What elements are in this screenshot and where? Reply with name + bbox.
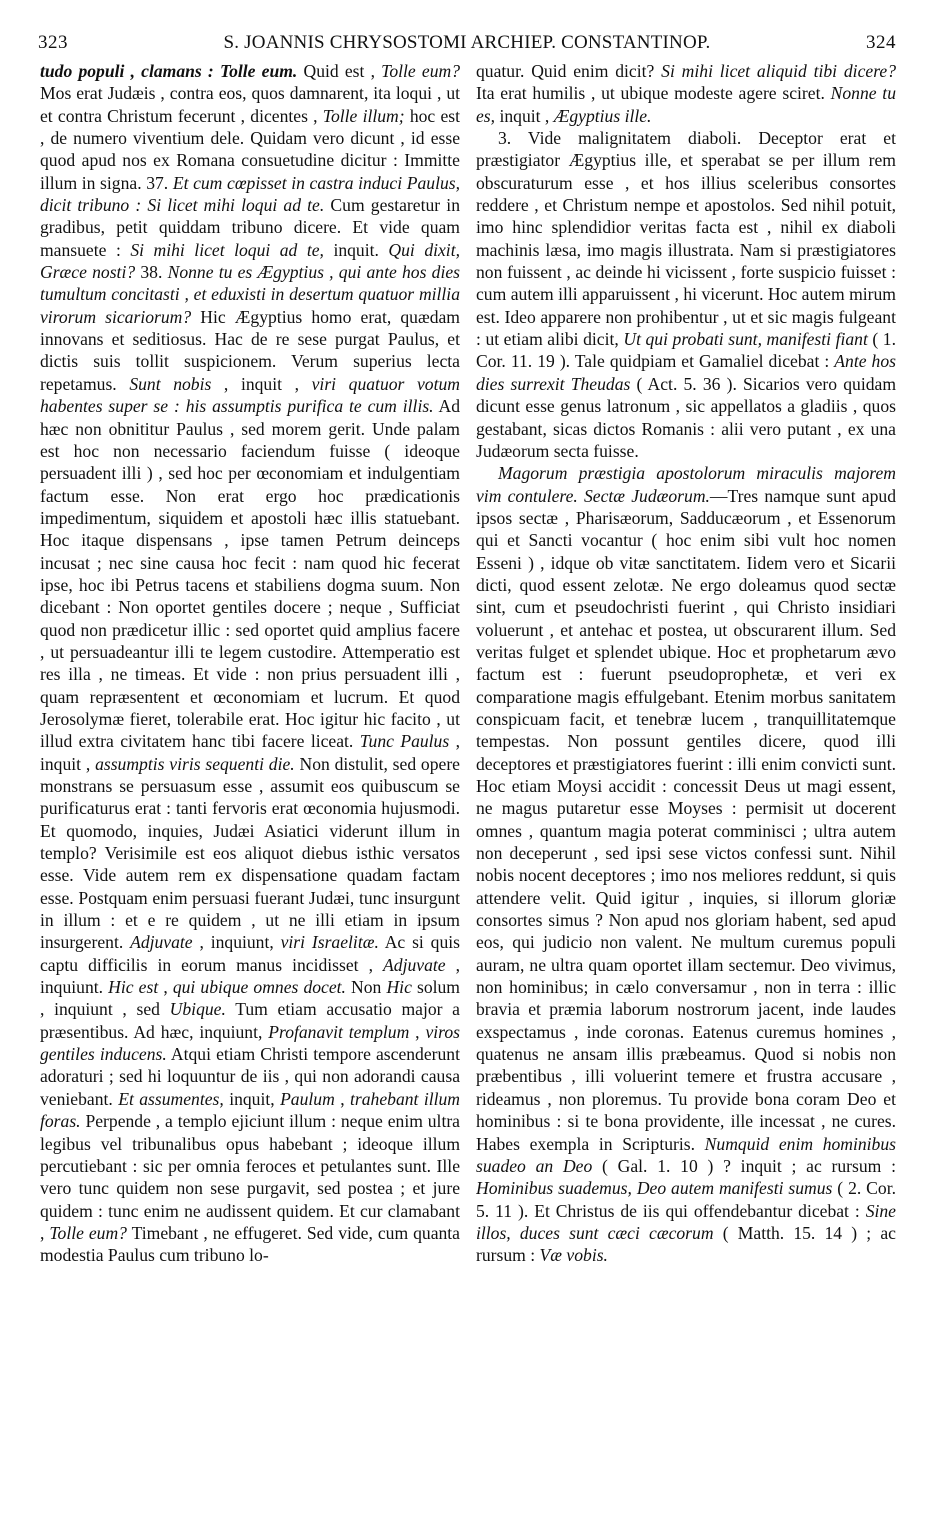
italic-run: viri Israelitæ. [280,932,379,953]
italic-run: Nonne tu es, [476,83,896,126]
text-run: ( Matth. 15. 14 ) ; ac rursum : [476,1222,896,1266]
text-run: inquit , [495,105,554,126]
text-run: ( Act. 5. 36 ). Sicarios vero quidam dicunt esse genus latronum , sic appellatos a gladiis , quos gestabant, sicas dictos Romanis : alii vero putant , ex una Judæorum secta fuisse. [476,373,896,461]
page-number-right: 324 [866,32,896,53]
italic-run: Ante hos dies surrexit Theudas [476,351,896,394]
italic-run: Paulum [280,1088,335,1109]
italic-run: Et assumentes, [118,1088,224,1109]
text-run: Quid est , [297,61,382,81]
italic-run: Ubique. [169,999,226,1020]
italic-run: Sine illos, duces sunt cæci cæcorum [476,1200,896,1243]
italic-run: Sunt nobis [129,373,212,394]
italic-run: Tunc Paulus [359,731,450,752]
italic-run: Hominibus suademus, Deo autem manifesti sumus [476,1178,833,1199]
italic-run: Qui dixit, Græce nosti? [40,239,460,283]
text-run: ( Gal. 1. 10 ) ? inquit ; ac rursum : [592,1155,896,1176]
text-run: 3. Vide malignitatem diaboli. Deceptor erat et præstigiator Ægyptius ille, et sperabat se per illum rem obscuraturum esse , et hos illius sceleribus consortes reddere , et Christum nempe et apostolos. Sed nihil potuit, imo hinc splendidior veritas facta est , nihil ex diaboli machinis læsa, imo magis illustrata. Nam si præstigiatores non fuissent , ac deinde hi vicissent , forte suspicio fuisset : cum autem illi apparuissent , hi vicerunt. Hoc autem mirum est. Ideo apparere non prohibentur , ut et sic magis fulgeant : ut etiam alibi dicit, [476,128,896,350]
text-run: solum , inquiunt , sed [40,977,460,1020]
text-run: , inquiunt, [192,932,281,953]
italic-run: qui ubique omnes docet. [172,977,346,998]
italic-run: Hic est [108,977,159,998]
italic-run: Tolle eum? [381,61,460,81]
text-run: Timebant , ne effugeret. Sed vide, cum quanta modestia Paulus cum tribuno lo- [40,1222,460,1266]
italic-run: Adjuvate [130,932,193,953]
italic-run: Si mihi licet loqui ad te, [130,239,324,260]
text-run: ( 2. Cor. 5. 11 ). Et Christus de iis qui offendebantur dicebat : [476,1178,896,1221]
italic-run: Hic [386,977,412,998]
paragraph [476,462,896,1266]
text-run: Non [345,977,387,998]
paragraph [40,60,460,1267]
running-title: S. JOANNIS CHRYSOSTOMI ARCHIEP. CONSTANTINOP. [223,32,711,53]
text-run: Perpende , a templo ejiciunt illum : neque enim ultra legibus vel tribunalibus opus habebant ; ideoque illum percutiebant : sic per omnia feroces et petulantes sunt. Ille vero tunc quidem non sese purgavit, sed postea ; et jure quidem : tunc enim ne audissent quidem. Et cur clamabant , [40,1111,460,1243]
text-run: Ita erat humilis , ut ubique modeste agere sciret. [476,83,831,104]
italic-run: Ægyptius ille. [553,105,652,126]
paragraph [476,127,896,462]
text-run: Atqui etiam Christi tempore ascenderunt adoraturi ; sed hi loquuntur de iis , qui non adorandi causa veniebant. [40,1044,460,1109]
text-run: inquit, [223,1088,281,1109]
text-run: —Tres namque sunt apud ipsos sectæ , Pharisæorum, Sadducæorum , et Essenorum qui et Sancti vocantur ( hoc enim sibi vult hoc nomen Esseni ) , idque ob vitæ sanctitatem. Iidem vero et Sicarii dicti, quod essent zelotæ. Ne ergo doleamus quod sectæ sint, cum et pseudochristi fuerint , qui Christo insidiari voluerunt , et antehac et postea, ut obscurarent illum. Sed veritas fulget et splendet ubique. Hoc et prophetarum ævo factum est : fuerunt pseudoprophetæ, et veri ex comparatione magis effulgebant. Etenim morbus sanitatem conspicuam facit, et tenebræ lucem , tranquillitatemque tempestas. Non possunt gentiles dicere, quod illi deceptores et præstigiatores fuerint : illi enim convicti sunt. Hoc etiam Moysi accidit : concessit Deus ut magi essent, ne magus putaretur esse Moyses : permisit ut docerent omnes , quantum magia poterat comminisci ; ultra autem non deceperunt , sed ipsi sese victos confessi sunt. Nihil nobis nocent deceptores ; imo nos meliores reddunt, si quis attendere velit. Quid igitur , inquies, si illorum gloriæ consortes simus ? Non apud nos gloriam habent, sed apud eos, qui judicio non valent. Ne multum curemus populi auram, ne ultra quam oportet illam sectemur. Deo vivimus, non hominibus; in cælo conversamur , non in terra : illic bravia et præmia laborum nostrorum jacent, inde laudes exspectamus , inde coronas. Eatenus curemus homines , quatenus ne ansam illis præbeamus. Quod si nobis non præbentibus , illi voluerint temere et frustra accusare , rideamus , non ploremus. Tu provide bona coram Deo et hominibus : si te bona providente, ille incessat , ne cures. Habes exempla in Scripturis. [476,485,896,1154]
running-header [38,32,896,58]
italic-run: viros gentiles inducens. [40,1021,460,1065]
text-run: inquit. [323,239,389,260]
text-run: Hic Ægyptius homo erat, quædam innovans et seditiosus. Hac de re sese purgat Paulus, et dictis suis tollit suspicionem. Verum superius lecta repetamus. [40,306,460,394]
italic-run: Numquid enim hominibus suadeo an Deo [476,1133,896,1176]
text-run: 38. [135,262,168,283]
right-column [476,60,896,1490]
text-run: hoc est , de numero viventium dele. Quidam vero dicunt , id esse quod apud nos ex Romana consuetudine dicitur : Immitte illum in signa. 37. [40,105,460,193]
italic-run: Profanavit templum [268,1021,410,1042]
italic-run: tudo populi , clamans : Tolle eum. [40,61,298,81]
left-column [40,60,460,1490]
italic-run: assumptis viris sequenti die. [95,753,295,774]
italic-run: viri quatuor votum habentes super se : his assumptis purifica te cum illis. [40,373,460,417]
italic-run: Ut qui probati sunt, manifesti fiant [623,329,868,350]
italic-run: Et cum cœpisset in castra induci Paulus, dicit tribuno : Si licet mihi loqui ad te. [40,172,460,216]
text-run: , [334,1088,351,1109]
italic-run: Adjuvate [383,954,446,975]
text-run: Cum gestaretur in gradibus, petit quiddam tribuno dicere. Et vide quam mansuete : [40,195,460,260]
text-run: , inquiunt. [40,954,460,998]
text-run: Ad hæc non obnititur Paulus , sed morem gerit. Unde palam est hoc non necessario faciendum fuisse ( ideoque persuadent illi ) , sed hoc per œconomiam et indulgentiam factum esse. Non erat ergo hoc prædicationis impedimentum, siquidem et apostoli hæc illis statuebant. Hoc itaque dispensans , ipse tamen Petrum deinceps incusat ; nec sine causa hoc fecit : nam quod hic fecerat ipse, hoc ibi Petrus tacens et stabiliens dogma suum. Non dicebant : Non oportet gentiles docere ; neque , Sufficiat quod non prædicetur illic : sed oportet quid amplius facere , ut persuadeantur illi te legem custodire. Attemperatio est res illa , ne timeas. Et vide : non prius persuadent illi , quam repræsentent et œconomiam et lucrum. Et quod Jerosolymæ fieret, tolerabile erat. Hoc igitur hic facito , ut illud extra civitatem hanc tibi facere liceat. [40,396,460,752]
paragraph [476,60,896,127]
text-run: ( 1. Cor. 11. 19 ). Tale quidpiam et Gamaliel dicebat : [476,329,896,372]
italic-run: Nonne tu es Ægyptius , qui ante hos dies tumultum concitasti , et eduxisti in desertum quatuor millia virorum sicariorum? [40,262,460,327]
text-run: , [158,977,173,998]
text-run: , [409,1021,426,1042]
text-run: Mos erat Judæis , contra eos, quos damnarent, ita loqui , ut et contra Christum fecerunt , dicentes , [40,83,460,126]
text-run: , inquit , [211,373,312,394]
text-run: , inquit , [40,731,460,774]
italic-run: Si mihi licet aliquid tibi dicere? [661,61,896,81]
italic-run: trahebant illum foras. [40,1088,460,1132]
italic-run: Tolle eum? [49,1222,127,1243]
page-number-left: 323 [38,32,68,53]
text-run: quatur. Quid enim dicit? [476,61,662,81]
italic-run: Tolle illum; [322,105,405,126]
italic-run: Magorum præstigia apostolorum miraculis majorem vim contulere. Sectæ Judæorum. [476,463,896,506]
text-run: Non distulit, sed opere monstrans se persuasum esse , assumit eos quibuscum se purificaturus erat : tanti fervoris erat œconomia hujusmodi. Et quomodo, inquies, Judæi Asiatici viderunt illum in templo? Verisimile est eos aliquot diebus isthic versatos esse. Vide autem rem ex dispensatione quadam factam esse. Postquam enim persuasi fuerant Judæi, tunc insurgunt in illum : et e re quidem , ut ne illi etiam in ipsum insurgerent. [40,753,460,953]
italic-run: Væ vobis. [539,1245,608,1266]
text-run: Ac si quis captu difficilis in eorum manus incidisset , [40,932,460,975]
text-run: Tum etiam accusatio major a præsentibus. Ad hæc, inquiunt, [40,999,460,1042]
